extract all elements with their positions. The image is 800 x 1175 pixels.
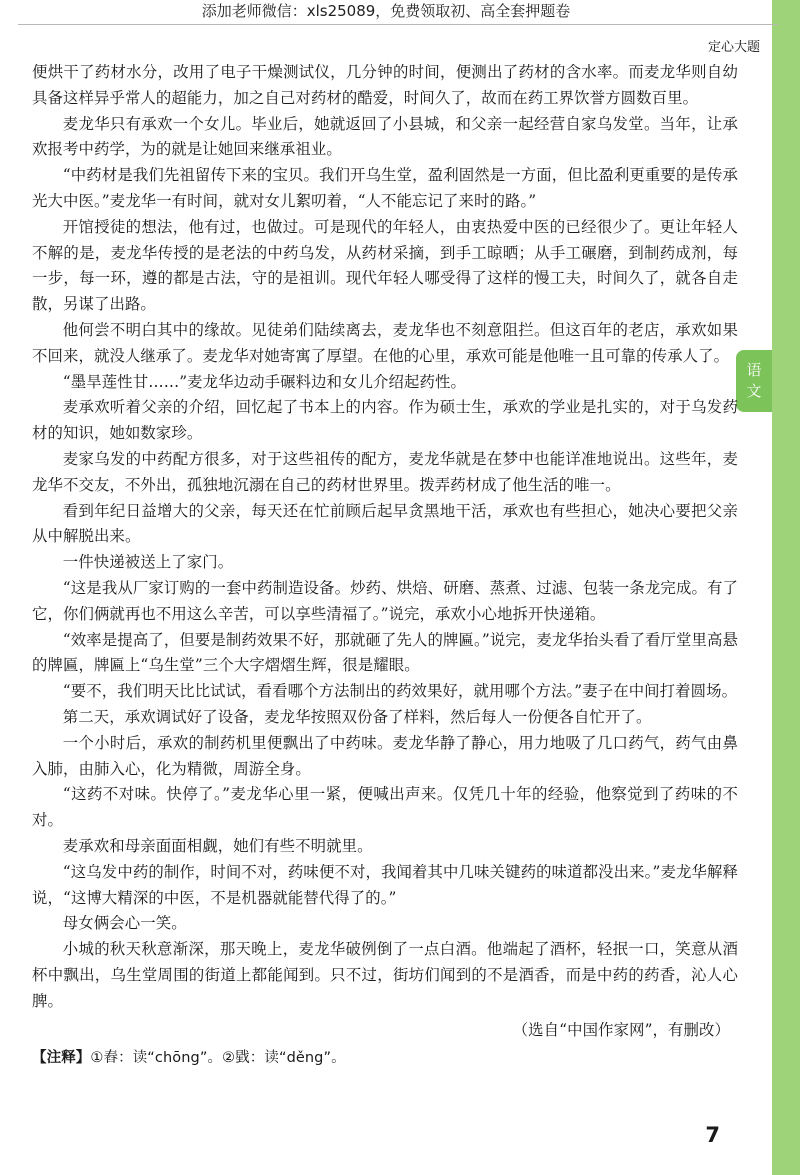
paragraph: 一件快递被送上了家门。 xyxy=(62,553,234,572)
page-edge-strip xyxy=(772,0,800,1175)
top-notice: 添加老师微信：xls25089，免费领取初、高全套押题卷 xyxy=(201,2,571,20)
paragraph: “要不，我们明天比比试试，看看哪个方法制出的药效果好，就用哪个方法。”妻子在中间打着圆场。 xyxy=(62,682,738,701)
paragraph: 麦承欢听着父亲的介绍，回忆起了书本上的内容。作为硕士生，承欢的学业是扎实的，对于乌发药材的知识，她如数家珍。 xyxy=(32,398,738,443)
paragraph: 第二天，承欢调试好了设备，麦龙华按照双份备了样料，然后每人一份便各自忙开了。 xyxy=(62,707,652,726)
paragraph: 他何尝不明白其中的缘故。见徒弟们陆续离去，麦龙华也不刻意阻拦。但这百年的老店，承欢如果不回来，就没人继承了。麦龙华对她寄寓了厚望。在他的心里，承欢可能是他唯一且可靠的传承人了。 xyxy=(32,320,738,365)
page-number: 7 xyxy=(705,1123,720,1147)
paragraph: 一个小时后，承欢的制药机里便飘出了中药味。麦龙华静了静心，用力地吸了几口药气，药气由鼻入肺，由肺入心，化为精微，周游全身。 xyxy=(32,733,738,778)
paragraph: “这是我从厂家订购的一套中药制造设备。炒药、烘焙、研磨、蒸煮、过滤、包装一条龙完成。有了它，你们俩就再也不用这么辛苦，可以享些清福了。”说完，承欢小心地拆开快递箱。 xyxy=(32,578,738,623)
annotation-label: 【注释】 xyxy=(32,1050,91,1067)
paragraph: 麦家乌发的中药配方很多，对于这些祖传的配方，麦龙华就是在梦中也能详准地说出。这些年，麦龙华不交友，不外出，孤独地沉溺在自己的药材世界里。拨弄药材成了他生活的唯一。 xyxy=(32,449,738,494)
paragraph: 看到年纪日益增大的父亲，每天还在忙前顾后起早贪黑地干活，承欢也有些担心，她决心要把父亲从中解脱出来。 xyxy=(32,501,738,546)
paragraph: 便烘干了药材水分，改用了电子干燥测试仪，几分钟的时间，便测出了药材的含水率。而麦龙华则自幼具备这样异乎常人的超能力，加之自己对药材的酷爱，时间久了，故而在药工界饮誉方圆数百里。 xyxy=(32,63,738,107)
paragraph: “这药不对味。快停了。”麦龙华心里一紧，便喊出声来。仅凭几十年的经验，他察觉到了药味的不对。 xyxy=(32,785,738,830)
paragraph: 母女俩会心一笑。 xyxy=(62,914,187,933)
annotation-text: ①舂：读“chōng”。②戥：读“děng”。 xyxy=(90,1050,346,1067)
annotation xyxy=(32,1046,738,1072)
section-title: 定心大题 xyxy=(707,40,760,55)
paragraph: 开馆授徒的想法，他有过，也做过。可是现代的年轻人，由衷热爱中医的已经很少了。更让年轻人不解的是，麦龙华传授的是老法的中药乌发，从药材采摘，到手工晾晒；从手工碾磨，到制药成剂，每一步，每一环，遵的都是古法，守的是祖训。现代年轻人哪受得了这样的慢工夫，时间久了，就各自走散，另谋了出路。 xyxy=(32,217,738,314)
paragraph: 麦承欢和母亲面面相觑，她们有些不明就里。 xyxy=(62,836,373,855)
article-body xyxy=(32,60,738,1072)
paragraph: “这乌发中药的制作，时间不对，药味便不对，我闻着其中几味关键药的味道都没出来。”麦龙华解释说，“这博大精深的中医，不是机器就能替代得了的。” xyxy=(32,862,738,907)
paragraph: 麦龙华只有承欢一个女儿。毕业后，她就返回了小县城，和父亲一起经营自家乌发堂。当年，让承欢报考中药学，为的就是让她回来继承祖业。 xyxy=(32,114,738,159)
subject-tab xyxy=(736,350,772,412)
paragraph: “效率是提高了，但要是制药效果不好，那就砸了先人的牌匾。”说完，麦龙华抬头看了看厅堂里高悬的牌匾，牌匾上“乌生堂”三个大字熠熠生辉，很是耀眼。 xyxy=(32,630,738,675)
subject-tab-char-1: 语 xyxy=(746,361,762,379)
paragraph: 小城的秋天秋意渐深，那天晚上，麦龙华破例倒了一点白酒。他端起了酒杯，轻抿一口，笑意从酒杯中飘出，乌生堂周围的街道上都能闻到。只不过，街坊们闻到的不是酒香，而是中药的药香，沁人心脾。 xyxy=(32,940,738,1010)
paragraph: “中药材是我们先祖留传下来的宝贝。我们开乌生堂，盈利固然是一方面，但比盈利更重要的是传承光大中医。”麦龙华一有时间，就对女儿絮叨着，“人不能忘记了来时的路。” xyxy=(32,166,738,210)
source-citation: （选自“中国作家网”，有删改） xyxy=(512,1021,730,1040)
subject-tab-char-2: 文 xyxy=(746,382,762,400)
paragraph: “墨旱莲性甘……”麦龙华边动手碾料边和女儿介绍起药性。 xyxy=(62,372,466,391)
header-divider xyxy=(18,24,778,25)
